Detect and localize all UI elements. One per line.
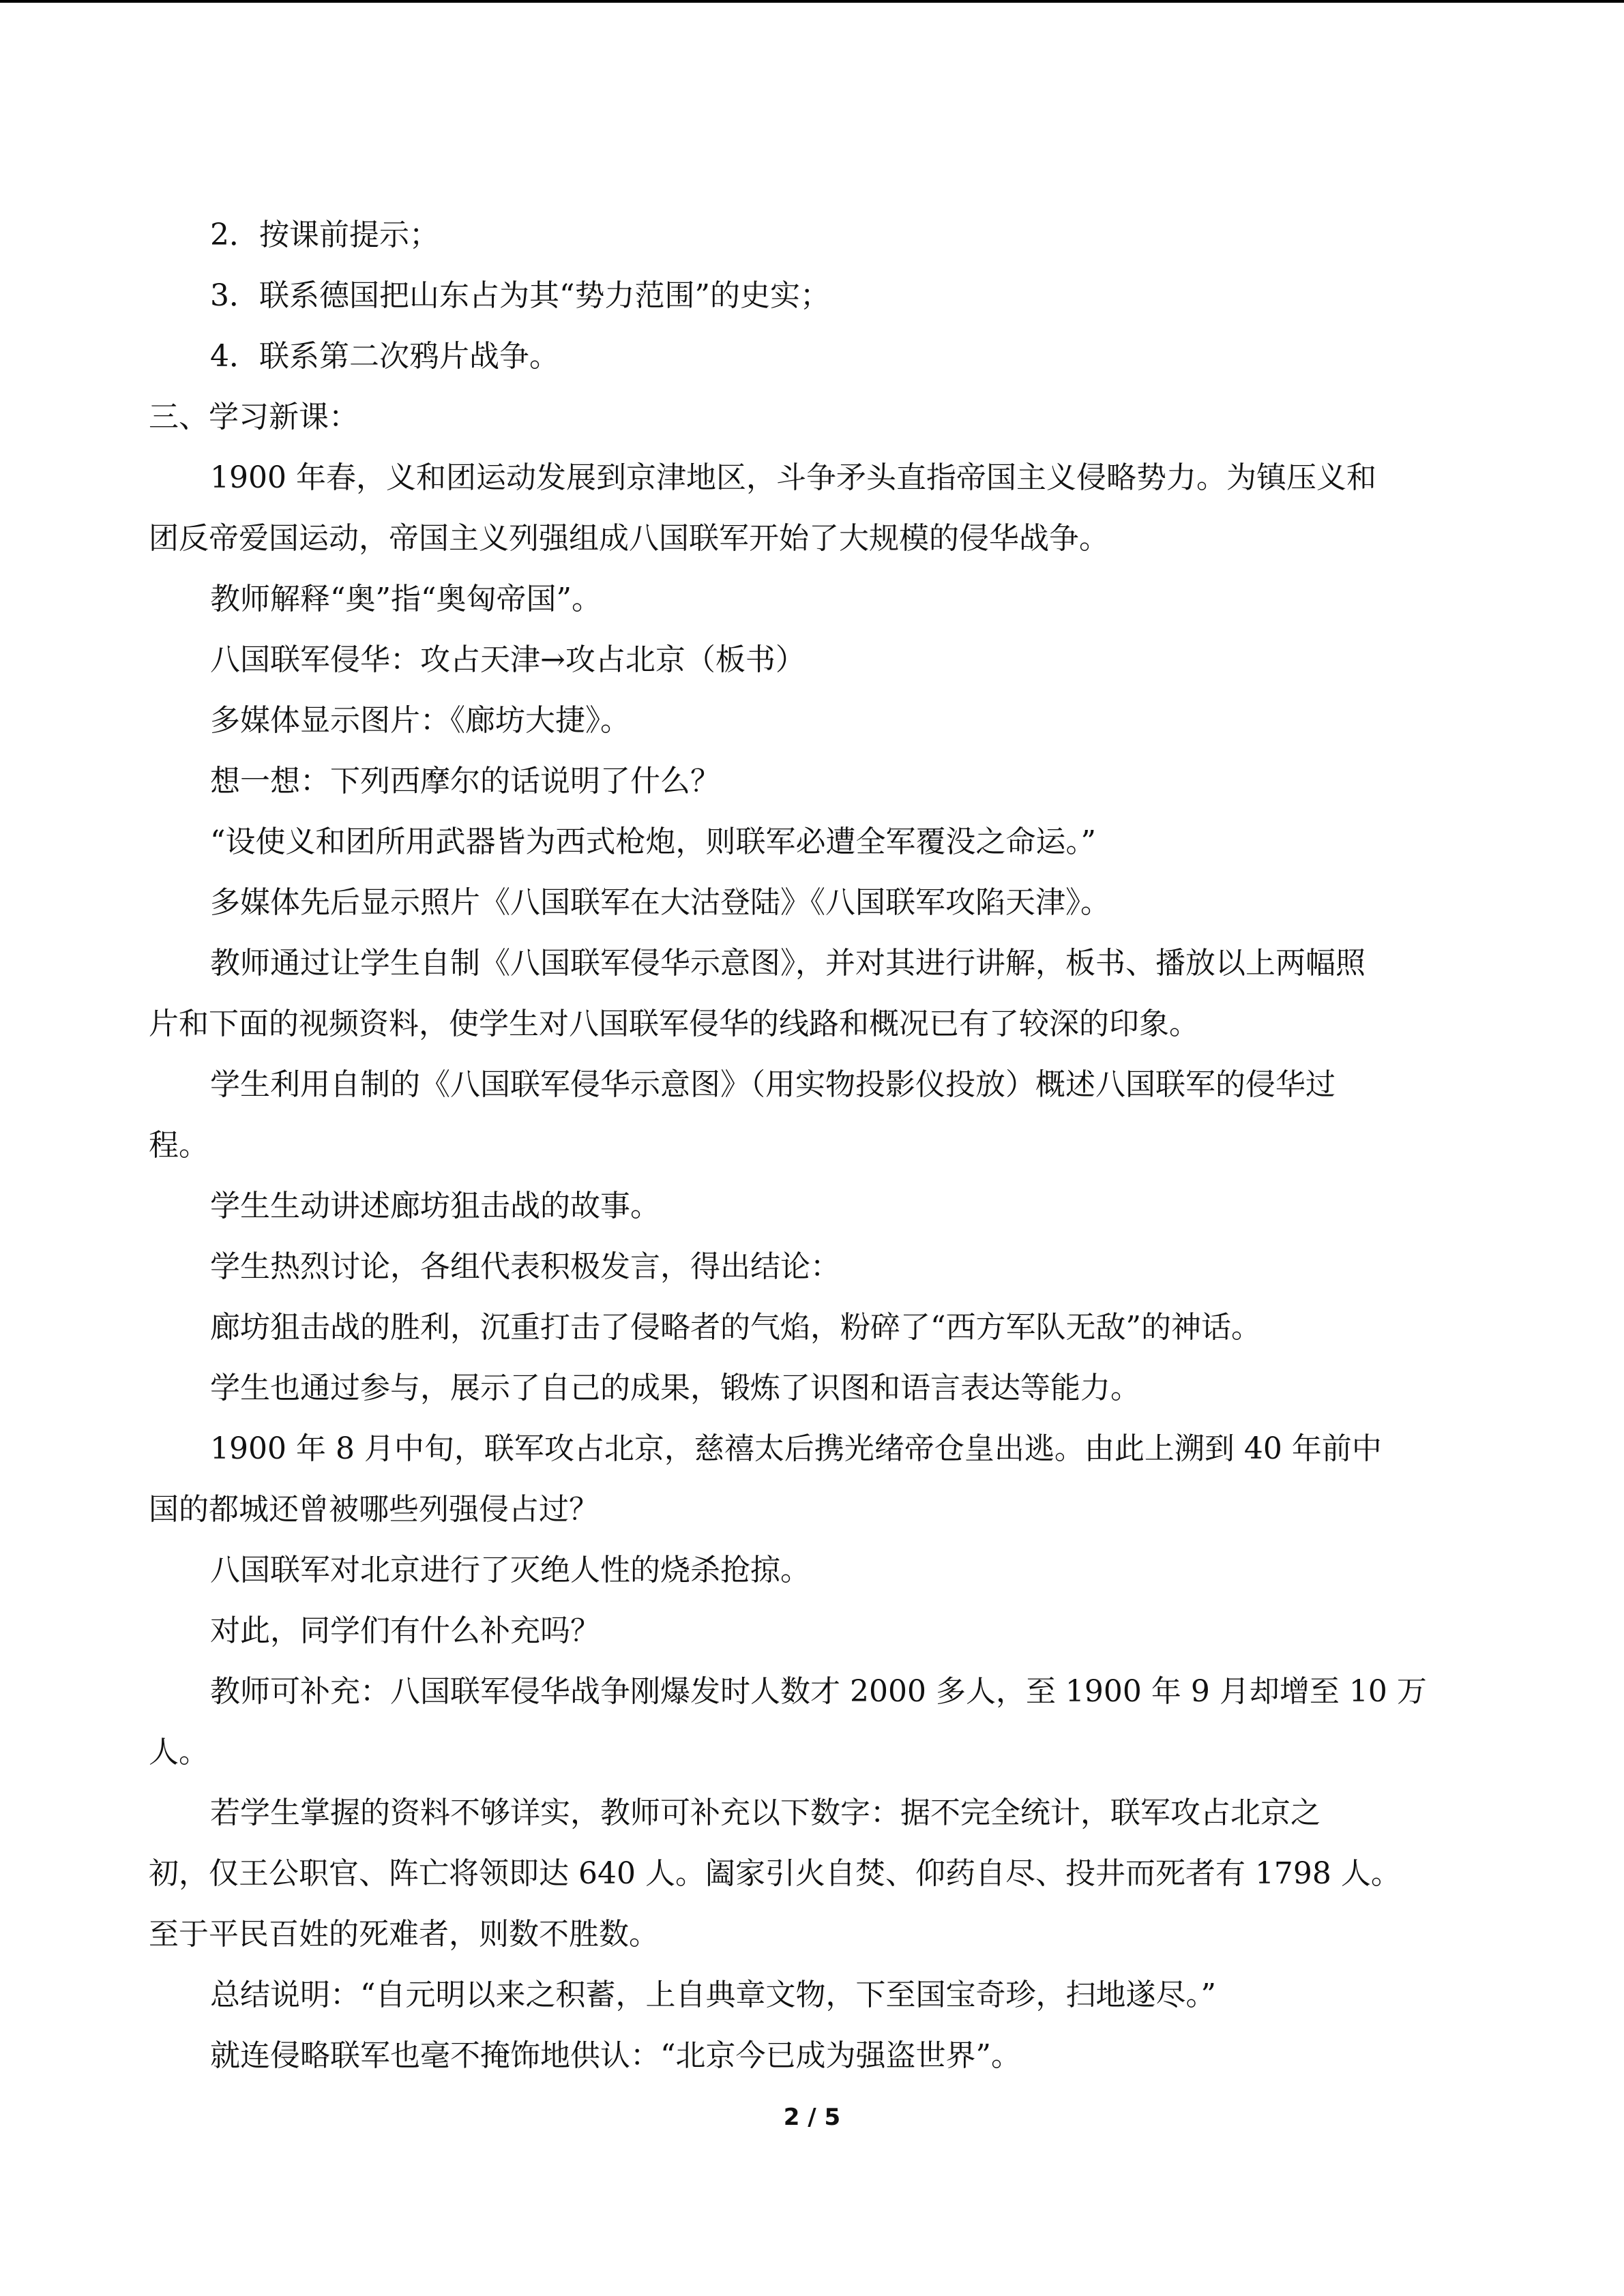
text-line: 学生利用自制的《八国联军侵华示意图》（用实物投影仪投放）概述八国联军的侵华过	[210, 1067, 1335, 1102]
text-line: 八国联军侵华：攻占天津→攻占北京（板书）	[210, 642, 806, 677]
text-line: 团反帝爱国运动，帝国主义列强组成八国联军开始了大规模的侵华战争。	[149, 521, 1109, 556]
text-line: 学生热烈讨论，各组代表积极发言，得出结论：	[210, 1249, 840, 1284]
quote-line: “设使义和团所用武器皆为西式枪炮，则联军必遭全军覆没之命运。”	[210, 824, 1096, 859]
text-line: 八国联军对北京进行了灭绝人性的烧杀抢掠。	[210, 1553, 810, 1587]
text-line: 人。	[149, 1735, 209, 1770]
text-line: 多媒体显示图片：《廊坊大捷》。	[210, 703, 630, 738]
text-line: 教师通过让学生自制《八国联军侵华示意图》，并对其进行讲解，板书、播放以上两幅照	[210, 946, 1365, 981]
text-line: 1900 年 8 月中旬，联军攻占北京，慈禧太后携光绪帝仓皇出逃。由此上溯到 40 年前中	[210, 1431, 1382, 1466]
text-line: 若学生掌握的资料不够详实，教师可补充以下数字：据不完全统计，联军攻占北京之	[210, 1795, 1320, 1830]
text-line: 多媒体先后显示照片《八国联军在大沽登陆》《八国联军攻陷天津》。	[210, 885, 1110, 920]
page-top-border	[0, 0, 1624, 3]
text-line: 对此，同学们有什么补充吗？	[210, 1613, 600, 1648]
text-line: 1900 年春，义和团运动发展到京津地区，斗争矛头直指帝国主义侵略势力。为镇压义和	[210, 460, 1376, 495]
text-line: 初，仅王公职官、阵亡将领即达 640 人。阖家引火自焚、仰药自尽、投井而死者有 1798 人。	[149, 1856, 1401, 1891]
text-line: 2．按课前提示；	[210, 218, 439, 252]
page-number: 2 / 5	[783, 2104, 841, 2131]
quote-line: 总结说明：“自元明以来之积蓄，上自典章文物，下至国宝奇珍，扫地遂尽。”	[210, 1978, 1216, 2012]
text-line: 教师可补充：八国联军侵华战争刚爆发时人数才 2000 多人，至 1900 年 9 月却增至 10 万	[210, 1674, 1427, 1709]
text-line: 程。	[149, 1128, 209, 1163]
quote-line: 就连侵略联军也毫不掩饰地供认：“北京今已成为强盗世界”。	[210, 2038, 1021, 2073]
text-line: 廊坊狙击战的胜利，沉重打击了侵略者的气焰，粉碎了“西方军队无敌”的神话。	[210, 1310, 1261, 1345]
text-line: 国的都城还曾被哪些列强侵占过？	[149, 1492, 599, 1527]
text-line: 想一想：下列西摩尔的话说明了什么？	[210, 764, 720, 799]
text-line: 4．联系第二次鸦片战争。	[210, 339, 559, 374]
text-line: 教师解释“奥”指“奥匈帝国”。	[210, 582, 602, 616]
text-line: 学生也通过参与，展示了自己的成果，锻炼了识图和语言表达等能力。	[210, 1371, 1140, 1405]
text-line: 3．联系德国把山东占为其“势力范围”的史实；	[210, 278, 830, 313]
text-line: 片和下面的视频资料，使学生对八国联军侵华的线路和概况已有了较深的印象。	[149, 1007, 1199, 1041]
document-body	[149, 205, 1475, 2086]
section-heading: 三、学习新课：	[149, 400, 359, 434]
text-line: 学生生动讲述廊坊狙击战的故事。	[210, 1189, 660, 1223]
text-line: 至于平民百姓的死难者，则数不胜数。	[149, 1917, 659, 1952]
